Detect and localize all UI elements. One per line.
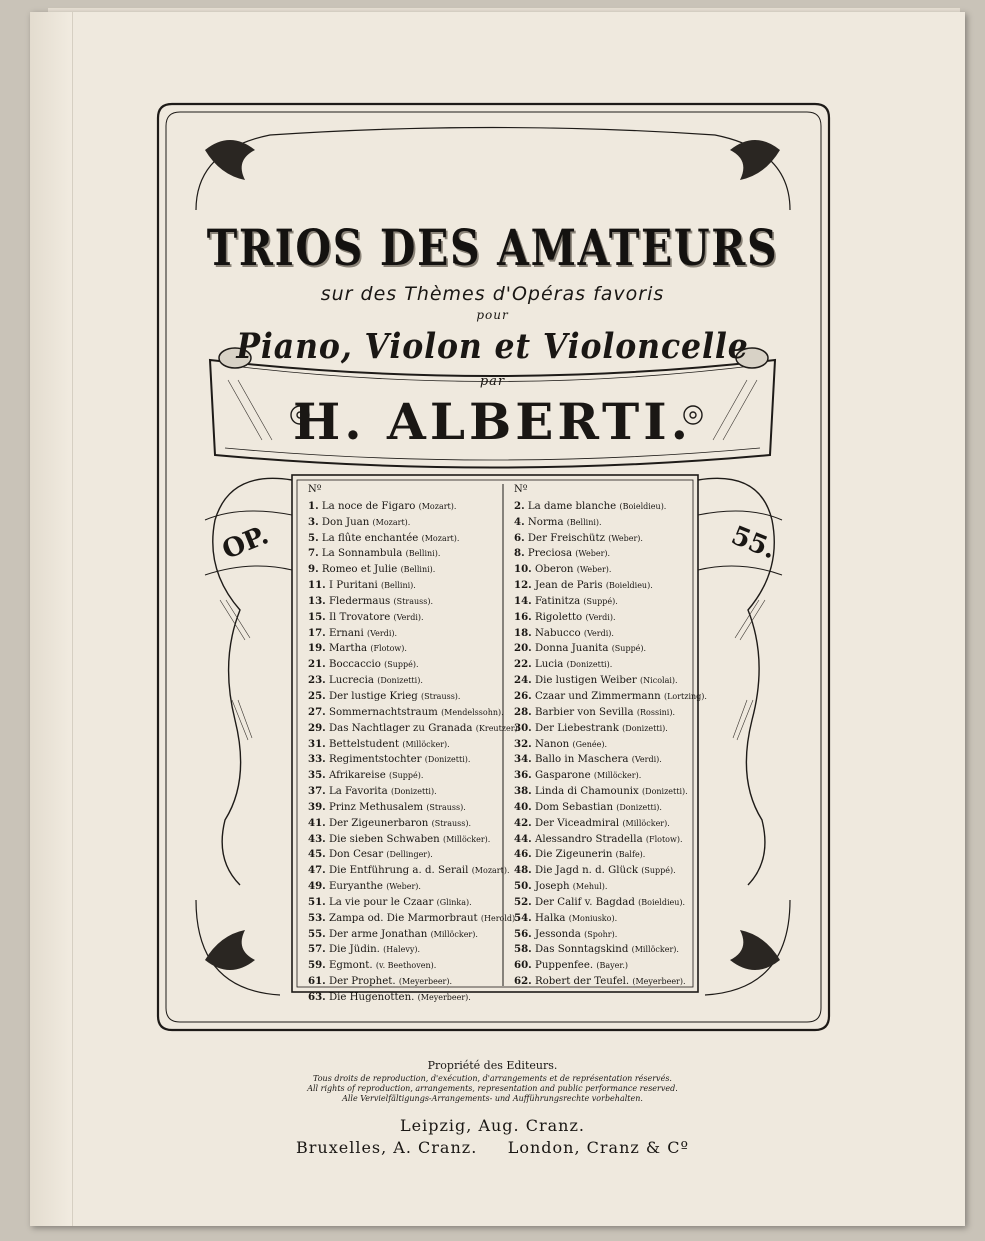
- item-number: 63.: [308, 991, 326, 1003]
- item-number: 19.: [308, 642, 326, 655]
- item-number: 3.: [308, 515, 319, 528]
- item-number: 50.: [514, 880, 532, 893]
- item-title: Don Cesar: [328, 849, 384, 861]
- list-item: [308, 737, 520, 753]
- item-title: Der Freischütz: [527, 532, 605, 544]
- list-item: [514, 752, 707, 768]
- list-item: [308, 641, 520, 657]
- item-composer: (Bellini).: [566, 517, 602, 527]
- item-composer: (Meyerbeer).: [398, 977, 453, 987]
- item-title: Alessandro Stradella: [534, 833, 643, 845]
- item-number: 39.: [308, 800, 326, 813]
- item-composer: (Verdi).: [583, 628, 614, 638]
- item-composer: (Spohr).: [584, 929, 618, 939]
- item-number: 42.: [514, 816, 532, 829]
- publisher-property-notice: Propriété des Editeurs.: [427, 1059, 558, 1072]
- item-title: Nabucco: [534, 627, 581, 639]
- list-header: Nº: [308, 484, 322, 495]
- item-title: Joseph: [534, 881, 570, 893]
- item-composer: (Boieldieu).: [605, 581, 653, 591]
- item-number: 15.: [308, 610, 326, 623]
- item-number: 26.: [514, 689, 532, 702]
- item-title: La Favorita: [328, 786, 388, 798]
- item-composer: (Mehul).: [572, 882, 608, 892]
- list-item: [514, 626, 707, 642]
- item-title: Das Nachtlager zu Granada: [328, 722, 473, 734]
- item-title: Die Jagd n. d. Glück: [534, 865, 638, 877]
- pour-text: pour: [476, 308, 509, 322]
- list-item: [514, 657, 707, 673]
- item-composer: (Meyerbeer).: [417, 993, 471, 1002]
- item-number: 5.: [308, 531, 319, 544]
- item-title: Ballo in Maschera: [534, 754, 629, 766]
- list-item: [514, 879, 707, 895]
- list-item: [308, 974, 520, 990]
- list-item: [308, 562, 520, 578]
- item-title: Zampa od. Die Marmorbraut: [328, 912, 478, 924]
- item-title: Gasparone: [534, 770, 591, 782]
- item-title: Rigoletto: [534, 611, 583, 623]
- item-title: Fledermaus: [328, 595, 391, 607]
- item-composer: (Strauss).: [426, 802, 466, 812]
- rights-notice-english: All rights of reproduction, arrangements, representation and public performance reserved.: [307, 1084, 678, 1093]
- item-number: 1.: [308, 499, 319, 512]
- item-number: 23.: [308, 674, 326, 687]
- item-number: 36.: [514, 769, 532, 782]
- item-number: 29.: [308, 721, 326, 734]
- item-composer: (Kreutzer).: [475, 723, 521, 733]
- item-composer: (Genée).: [572, 739, 608, 749]
- list-item: [514, 863, 707, 879]
- item-title: Die Zigeunerin: [534, 849, 613, 861]
- list-item: [514, 610, 707, 626]
- item-number: 33.: [308, 753, 326, 766]
- item-composer: (Millöcker).: [622, 818, 670, 828]
- item-title: Jessonda: [534, 928, 581, 940]
- item-title: Der lustige Krieg: [328, 690, 418, 702]
- item-title: Der Prophet.: [328, 976, 396, 988]
- subtitle: sur des Thèmes d'Opéras favoris: [320, 283, 665, 305]
- composer-name: H. ALBERTI.: [292, 392, 693, 451]
- list-item: [308, 927, 520, 943]
- item-number: 46.: [514, 848, 532, 861]
- item-composer: (Millöcker).: [430, 929, 478, 939]
- item-composer: (Strauss).: [393, 596, 433, 606]
- item-title: La flûte enchantée: [321, 532, 419, 544]
- list-item: [514, 911, 707, 927]
- publisher-bruxelles: Bruxelles, A. Cranz.: [296, 1138, 478, 1157]
- item-composer: (Donizetti).: [622, 723, 668, 733]
- item-title: Oberon: [534, 564, 574, 576]
- item-title: Halka: [534, 912, 566, 924]
- list-item: [308, 911, 520, 927]
- publisher-cities: [0, 1138, 985, 1157]
- list-item: [514, 832, 707, 848]
- item-number: 35.: [308, 769, 326, 782]
- opus-number-right: 55.: [727, 520, 781, 566]
- item-number: 32.: [514, 737, 532, 750]
- list-item: [514, 515, 707, 531]
- list-item: [308, 847, 520, 863]
- item-title: Die sieben Schwaben: [328, 833, 440, 845]
- item-title: Afrikareise: [328, 770, 386, 782]
- item-number: 22.: [514, 658, 532, 671]
- list-item: [308, 705, 520, 721]
- item-title: Dom Sebastian: [534, 801, 614, 813]
- item-composer: (Balfe).: [615, 850, 646, 860]
- opus-label-left: OP.: [218, 520, 273, 566]
- item-composer: (Glinka).: [436, 897, 472, 907]
- item-title: Die Entführung a. d. Serail: [328, 865, 469, 877]
- item-composer: (Meyerbeer).: [632, 977, 686, 987]
- item-title: Il Trovatore: [328, 611, 391, 623]
- item-composer: (Nicolai).: [640, 676, 678, 686]
- item-number: 17.: [308, 626, 326, 639]
- publisher-london: London, Cranz & Cº: [507, 1138, 689, 1157]
- item-composer: (Lortzing).: [663, 691, 707, 701]
- list-item: [514, 531, 707, 547]
- item-title: Lucrecia: [328, 675, 374, 687]
- main-title: TRIOS DES AMATEURS: [206, 218, 779, 277]
- list-item: [308, 816, 520, 832]
- item-number: 58.: [514, 943, 532, 956]
- item-number: 31.: [308, 737, 326, 750]
- list-item: [514, 942, 707, 958]
- list-item: [514, 737, 707, 753]
- item-title: Lucia: [534, 659, 564, 671]
- item-number: 24.: [514, 674, 532, 687]
- list-item: [514, 847, 707, 863]
- item-number: 9.: [308, 563, 319, 576]
- list-header: Nº: [514, 484, 528, 495]
- item-number: 44.: [514, 832, 532, 845]
- item-composer: (v. Beethoven).: [375, 961, 437, 971]
- item-title: Don Juan: [321, 516, 370, 528]
- item-number: 6.: [514, 531, 525, 544]
- item-composer: (Suppé).: [384, 660, 419, 670]
- item-composer: (Dellinger).: [386, 850, 433, 860]
- left-opera-list: [308, 483, 520, 1006]
- list-item: [514, 721, 707, 737]
- list-item: [514, 578, 707, 594]
- item-number: 48.: [514, 864, 532, 877]
- item-composer: (Mozart).: [471, 866, 510, 876]
- item-composer: (Bellini).: [381, 581, 416, 591]
- item-title: Ernani: [328, 627, 364, 639]
- item-title: La vie pour le Czaar: [328, 896, 434, 908]
- list-item: [308, 578, 520, 594]
- item-number: 41.: [308, 816, 326, 829]
- item-title: Egmont.: [328, 960, 373, 972]
- item-title: Linda di Chamounix: [534, 786, 639, 798]
- list-item: [308, 499, 520, 515]
- item-title: La noce de Figaro: [321, 500, 416, 512]
- item-number: 12.: [514, 579, 532, 592]
- item-title: Boccaccio: [328, 659, 381, 671]
- item-title: Die Hugenotten.: [328, 992, 415, 1003]
- item-title: Preciosa: [527, 548, 573, 560]
- list-item: [308, 942, 520, 958]
- item-number: 59.: [308, 959, 326, 972]
- item-title: Sommernachtstraum: [328, 706, 438, 718]
- item-composer: (Donizetti).: [390, 787, 437, 797]
- item-number: 20.: [514, 642, 532, 655]
- list-item: [308, 626, 520, 642]
- item-title: Martha: [328, 643, 368, 655]
- item-composer: (Mozart).: [418, 501, 457, 511]
- item-title: Prinz Methusalem: [328, 801, 424, 813]
- item-number: 52.: [514, 895, 532, 908]
- item-number: 57.: [308, 943, 326, 956]
- item-number: 4.: [514, 515, 525, 528]
- list-item: [308, 752, 520, 768]
- list-item: [308, 895, 520, 911]
- item-composer: (Suppé).: [388, 771, 424, 781]
- item-number: 27.: [308, 705, 326, 718]
- item-title: Das Sonntagskind: [534, 944, 629, 956]
- item-composer: (Millöcker).: [593, 771, 642, 781]
- item-number: 10.: [514, 563, 532, 576]
- list-item: [514, 673, 707, 689]
- item-composer: (Suppé).: [611, 644, 647, 654]
- item-composer: (Millöcker).: [631, 945, 679, 955]
- item-title: Romeo et Julie: [321, 564, 398, 576]
- item-title: Der Liebestrank: [534, 722, 619, 734]
- list-item: [514, 816, 707, 832]
- item-number: 11.: [308, 579, 326, 592]
- item-number: 56.: [514, 927, 532, 940]
- item-composer: (Flotow).: [370, 644, 407, 654]
- item-composer: (Donizetti).: [566, 660, 613, 670]
- item-number: 7.: [308, 547, 319, 560]
- list-item: [308, 531, 520, 547]
- item-composer: (Millöcker).: [402, 739, 450, 749]
- list-item: [308, 784, 520, 800]
- item-composer: (Strauss).: [421, 691, 461, 701]
- item-composer: (Boieldieu).: [619, 501, 667, 511]
- instruments-title: Piano, Violon et Violoncelle: [236, 326, 749, 367]
- item-number: 28.: [514, 705, 532, 718]
- list-item: [514, 641, 707, 657]
- item-composer: (Bayer.): [596, 961, 628, 971]
- list-item: [308, 832, 520, 848]
- list-item: [308, 800, 520, 816]
- item-title: Fatinitza: [534, 595, 581, 607]
- list-item: [514, 499, 707, 515]
- list-item: [514, 562, 707, 578]
- item-number: 45.: [308, 848, 326, 861]
- item-title: La dame blanche: [527, 500, 617, 512]
- item-composer: (Millöcker).: [442, 834, 491, 844]
- item-title: Der arme Jonathan: [328, 928, 428, 940]
- list-item: [514, 768, 707, 784]
- item-composer: (Donizetti).: [424, 755, 471, 765]
- item-number: 21.: [308, 658, 326, 671]
- item-number: 14.: [514, 594, 532, 607]
- item-title: Die lustigen Weiber: [534, 675, 637, 687]
- item-number: 2.: [514, 499, 525, 512]
- item-number: 62.: [514, 975, 532, 988]
- par-text: par: [479, 374, 506, 389]
- item-composer: (Weber).: [575, 549, 611, 559]
- item-title: Nanon: [534, 738, 570, 750]
- item-number: 8.: [514, 547, 525, 560]
- item-composer: (Verdi).: [631, 755, 662, 765]
- item-title: Puppenfee.: [534, 960, 594, 972]
- item-composer: (Moniusko).: [568, 913, 618, 923]
- item-composer: (Verdi).: [393, 612, 424, 622]
- item-number: 25.: [308, 689, 326, 702]
- item-title: Jean de Paris: [534, 580, 603, 592]
- item-number: 13.: [308, 594, 326, 607]
- item-title: Barbier von Sevilla: [534, 706, 634, 718]
- list-item: [514, 784, 707, 800]
- item-composer: (Verdi).: [367, 628, 398, 638]
- item-title: Der Zigeunerbaron: [328, 817, 429, 829]
- item-title: Regimentstochter: [328, 754, 422, 766]
- item-number: 61.: [308, 975, 326, 988]
- item-composer: (Strauss).: [431, 818, 472, 828]
- item-title: Robert der Teufel.: [534, 976, 630, 988]
- item-composer: (Bellini).: [405, 549, 441, 559]
- item-composer: (Weber).: [608, 533, 643, 543]
- list-item: [308, 515, 520, 531]
- item-composer: (Weber).: [576, 565, 612, 575]
- rights-notice-french: Tous droits de reproduction, d'exécution, d'arrangements et de représentation réservés.: [313, 1074, 672, 1083]
- item-number: 51.: [308, 895, 326, 908]
- item-composer: (Bellini).: [400, 565, 436, 575]
- item-number: 40.: [514, 800, 532, 813]
- list-item: [308, 689, 520, 705]
- item-number: 16.: [514, 610, 532, 623]
- item-composer: (Donizetti).: [642, 787, 688, 797]
- list-item: [514, 689, 707, 705]
- list-item: [308, 657, 520, 673]
- list-item: [514, 546, 707, 562]
- list-item: [514, 927, 707, 943]
- list-item: [308, 768, 520, 784]
- list-item: [514, 958, 707, 974]
- item-composer: (Mozart).: [372, 517, 411, 527]
- item-number: 54.: [514, 911, 532, 924]
- item-composer: (Mendelssohn).: [441, 707, 504, 717]
- item-title: Die Jüdin.: [328, 944, 380, 956]
- item-composer: (Mozart).: [421, 533, 460, 543]
- list-item: [308, 610, 520, 626]
- item-number: 34.: [514, 753, 532, 766]
- list-item: [514, 974, 707, 990]
- list-item: [308, 594, 520, 610]
- list-item: [514, 800, 707, 816]
- item-composer: (Boieldieu).: [638, 897, 686, 907]
- right-opera-list: [514, 483, 707, 990]
- list-item: [308, 958, 520, 974]
- item-title: Euryanthe: [328, 881, 383, 893]
- item-number: 38.: [514, 785, 532, 798]
- item-number: 30.: [514, 721, 532, 734]
- item-title: Der Calif v. Bagdad: [534, 896, 635, 908]
- item-composer: (Herold).: [480, 913, 518, 923]
- list-item: [308, 863, 520, 879]
- list-item: [308, 990, 520, 1006]
- item-title: Czaar und Zimmermann: [534, 690, 661, 702]
- item-number: 53.: [308, 911, 326, 924]
- item-title: Der Viceadmiral: [534, 817, 620, 829]
- item-number: 43.: [308, 832, 326, 845]
- item-title: Bettelstudent: [328, 738, 400, 750]
- item-number: 55.: [308, 927, 326, 940]
- item-composer: (Suppé).: [583, 596, 618, 606]
- item-composer: (Rossini).: [636, 707, 675, 717]
- item-number: 49.: [308, 880, 326, 893]
- item-number: 37.: [308, 785, 326, 798]
- item-title: La Sonnambula: [321, 548, 403, 560]
- item-composer: (Suppé).: [641, 866, 676, 876]
- item-number: 60.: [514, 959, 532, 972]
- list-item: [308, 546, 520, 562]
- item-number: 47.: [308, 864, 326, 877]
- list-item: [308, 879, 520, 895]
- list-item: [514, 594, 707, 610]
- item-number: 18.: [514, 626, 532, 639]
- item-title: I Puritani: [328, 580, 378, 592]
- item-composer: (Flotow).: [645, 834, 683, 844]
- publisher-leipzig: Leipzig, Aug. Cranz.: [400, 1116, 585, 1135]
- item-title: Donna Juanita: [534, 643, 609, 655]
- list-item: [514, 895, 707, 911]
- item-composer: (Donizetti).: [616, 802, 662, 812]
- list-item: [514, 705, 707, 721]
- list-item: [308, 721, 520, 737]
- list-item: [308, 673, 520, 689]
- item-composer: (Weber).: [386, 882, 421, 892]
- rights-notice-german: Alle Vervielfältigungs-Arrangements- und Aufführungsrechte vorbehalten.: [342, 1094, 643, 1103]
- item-title: Norma: [527, 516, 564, 528]
- item-composer: (Verdi).: [585, 612, 616, 622]
- item-composer: (Halevy).: [383, 945, 421, 955]
- item-composer: (Donizetti).: [377, 676, 423, 686]
